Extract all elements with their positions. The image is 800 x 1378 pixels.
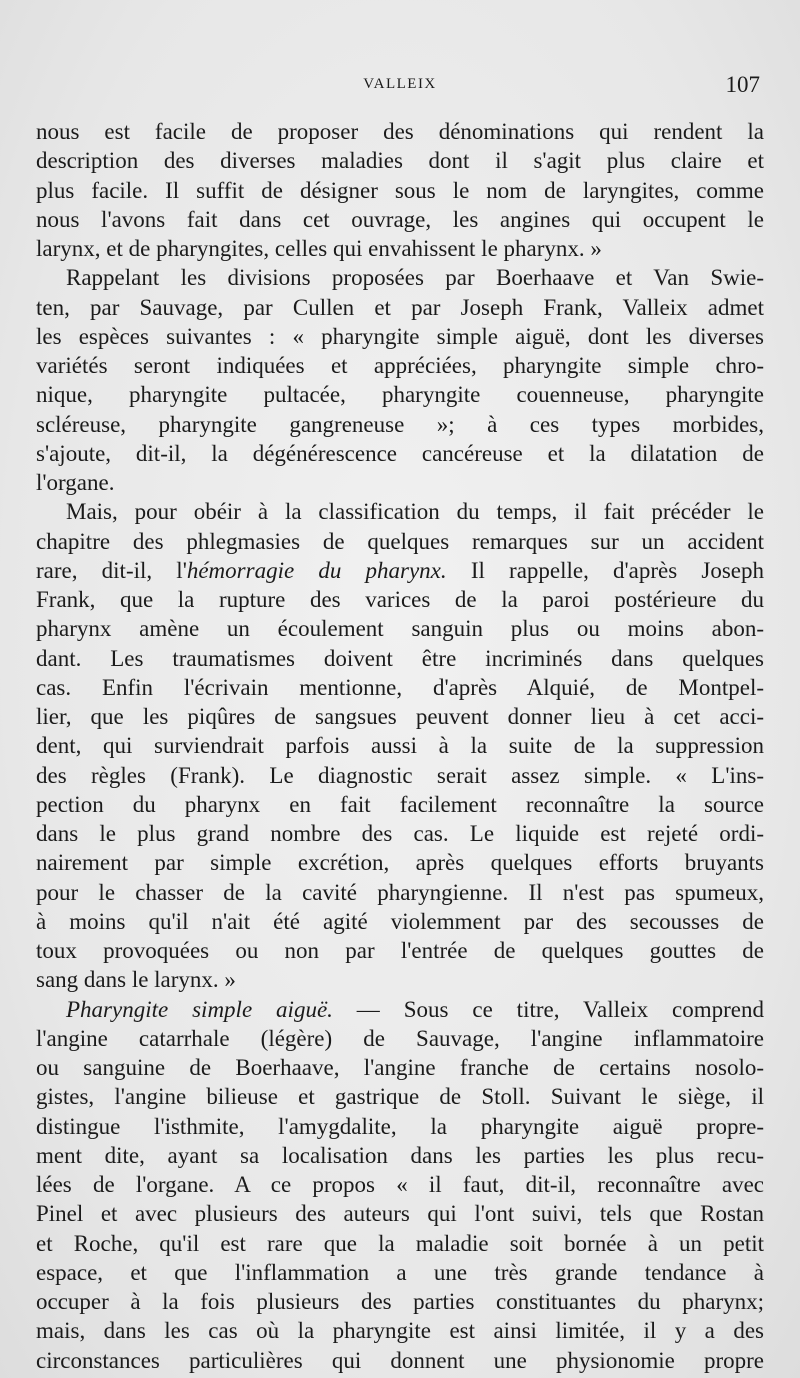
text-line (36, 527, 764, 556)
text-line (36, 995, 764, 1024)
text-line (36, 1229, 764, 1258)
text-line (36, 965, 764, 994)
line-text: pection du pharynx en fait facilement reconnaître la source (36, 791, 764, 817)
line-text: cas. Enfin l'écrivain mentionne, d'après Alquié, de Montpel- (36, 674, 764, 700)
line-text: nous l'avons fait dans cet ouvrage, les angines qui occupent le (36, 206, 764, 232)
text-line (36, 234, 764, 263)
line-text: Mais, pour obéir à la classification du temps, il fait précéder le (66, 499, 764, 525)
text-line (36, 702, 764, 731)
text-line (36, 293, 764, 322)
line-text: nairement par simple excrétion, après quelques efforts bruyants (36, 850, 764, 876)
text-line (36, 1141, 764, 1170)
line-text: circonstances particulières qui donnent une physionomie propre (36, 1347, 764, 1373)
text-line (36, 1287, 764, 1316)
text-line (36, 1024, 764, 1053)
text-line (36, 1258, 764, 1287)
text-line (36, 936, 764, 965)
line-text: et Roche, qu'il est rare que la maladie soit bornée à un petit (36, 1230, 764, 1256)
line-text: occuper à la fois plusieurs des parties constituantes du pharynx; (36, 1289, 764, 1314)
line-text: espace, et que l'inflammation a une très grande tendance à (36, 1259, 764, 1285)
text-line (36, 731, 764, 760)
text-line (36, 1170, 764, 1199)
line-text: dant. Les traumatismes doivent être incriminés dans quelques (36, 645, 764, 671)
text-line (36, 176, 764, 205)
line-text: description des diverses maladies dont il s'agit plus claire et (36, 148, 764, 174)
text-line (36, 380, 764, 409)
text-line (36, 644, 764, 673)
line-text: plus facile. Il suffit de désigner sous le nom de laryngites, comme (36, 177, 764, 203)
italic-text: Pharyngite simple aiguë. (66, 996, 333, 1022)
text-line (36, 819, 764, 848)
line-text: les espèces suivantes : « pharyngite simple aiguë, dont les diverses (36, 323, 764, 349)
line-text: des règles (Frank). Le diagnostic serait assez simple. « L'ins- (36, 762, 764, 788)
line-text: l'organe. (36, 470, 115, 495)
line-text-continued: — Sous ce titre, Valleix comprend (332, 996, 764, 1022)
text-line (36, 1082, 764, 1111)
line-text: dent, qui surviendrait parfois aussi à la suite de la suppression (36, 733, 764, 759)
line-text: sang dans le larynx. » (36, 967, 236, 993)
line-text: pharynx amène un écoulement sanguin plus ou moins abon- (36, 616, 764, 642)
line-text: Pinel et avec plusieurs des auteurs qui l'ont suivi, tels que Rostan (36, 1201, 764, 1227)
text-line (36, 263, 764, 292)
text-line (36, 468, 764, 497)
italic-text: hémorragie du pharynx. (186, 557, 447, 583)
text-line (36, 410, 764, 439)
line-text: distingue l'isthmite, l'amygdalite, la pharyngite aiguë propre- (36, 1113, 764, 1139)
line-text: pour le chasser de la cavité pharyngienne. Il n'est pas spumeux, (36, 879, 764, 905)
text-line (36, 1316, 764, 1345)
text-line (36, 1199, 764, 1228)
line-text: variétés seront indiquées et appréciées, pharyngite simple chro- (36, 353, 764, 378)
text-line (36, 439, 764, 468)
line-text: dans le plus grand nombre des cas. Le liquide est rejeté ordi- (36, 821, 764, 846)
text-line (36, 1346, 764, 1375)
running-title: VALLEIX (363, 76, 437, 92)
text-line (36, 556, 764, 585)
line-text: scléreuse, pharyngite gangreneuse »; à ces types morbides, (36, 411, 764, 437)
text-line (36, 205, 764, 234)
line-text: l'angine catarrhale (légère) de Sauvage, l'angine inflammatoire (36, 1025, 764, 1051)
text-line (36, 351, 764, 380)
line-text: larynx, et de pharyngites, celles qui envahissent le pharynx. » (36, 236, 602, 261)
line-text: rare, dit-il, l' (36, 557, 187, 583)
text-line (36, 790, 764, 819)
line-text: nique, pharyngite pultacée, pharyngite couenneuse, pharyngite (36, 382, 764, 408)
text-line (36, 673, 764, 702)
text-line (36, 146, 764, 175)
line-text: Rappelant les divisions proposées par Boerhaave et Van Swie- (66, 265, 764, 291)
line-text: ou sanguine de Boerhaave, l'angine franche de certains nosolo- (36, 1055, 764, 1080)
text-line (36, 848, 764, 877)
line-text: à moins qu'il n'ait été agité violemment par des secousses de (36, 908, 764, 934)
page-number: 107 (725, 72, 760, 97)
line-text: lées de l'organe. A ce propos « il faut, dit-il, reconnaître avec (36, 1172, 764, 1197)
body-text (36, 117, 764, 1375)
line-text: toux provoquées ou non par l'entrée de quelques gouttes de (36, 938, 764, 963)
line-text: mais, dans les cas où la pharyngite est ainsi limitée, il y a des (36, 1318, 764, 1344)
line-text: ment dite, ayant sa localisation dans les parties les plus recu- (36, 1142, 764, 1168)
line-text: s'ajoute, dit-il, la dégénérescence cancéreuse et la dilatation de (36, 440, 764, 466)
text-line (36, 1112, 764, 1141)
line-text: gistes, l'angine bilieuse et gastrique de Stoll. Suivant le siège, il (36, 1084, 764, 1110)
text-line (36, 322, 764, 351)
line-text: nous est facile de proposer des dénominations qui rendent la (36, 119, 764, 144)
text-line (36, 614, 764, 643)
text-line (36, 761, 764, 790)
text-line (36, 907, 764, 936)
text-line (36, 117, 764, 146)
line-text: chapitre des phlegmasies de quelques remarques sur un accident (36, 528, 764, 554)
text-line (36, 878, 764, 907)
text-line (36, 497, 764, 526)
line-text: lier, que les piqûres de sangsues peuvent donner lieu à cet acci- (36, 704, 764, 729)
text-line (36, 1053, 764, 1082)
line-text: Frank, que la rupture des varices de la paroi postérieure du (36, 587, 764, 612)
line-text: ten, par Sauvage, par Cullen et par Joseph Frank, Valleix admet (36, 294, 764, 320)
text-line (36, 585, 764, 614)
running-head (0, 72, 800, 102)
line-text-continued: Il rappelle, d'après Joseph (446, 557, 764, 583)
